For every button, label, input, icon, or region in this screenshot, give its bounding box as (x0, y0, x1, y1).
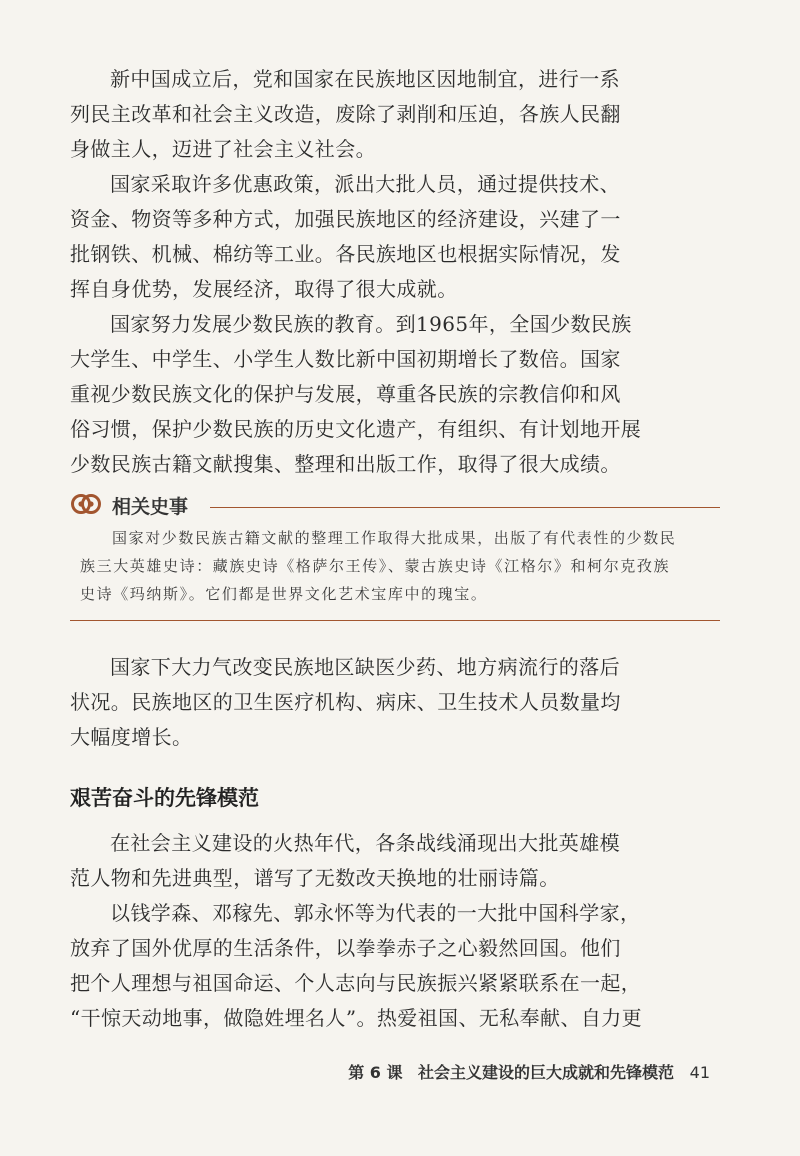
text-line: 重视少数民族文化的保护与发展，尊重各民族的宗教信仰和风 (70, 382, 621, 406)
page-number: 41 (689, 1063, 710, 1082)
callout-body (80, 524, 720, 608)
text-line: 俗习惯，保护少数民族的历史文化遗产，有组织、有计划地开展 (70, 417, 642, 441)
text-line: 状况。民族地区的卫生医疗机构、病床、卫生技术人员数量均 (70, 690, 621, 714)
related-history-callout (70, 488, 720, 603)
callout-bottom-rule (70, 620, 720, 621)
callout-line: 国家对少数民族古籍文献的整理工作取得大批成果，出版了有代表性的少数民 (112, 529, 677, 547)
text-line: 批钢铁、机械、棉纺等工业。各民族地区也根据实际情况，发 (70, 242, 621, 266)
text-line: 国家采取许多优惠政策，派出大批人员，通过提供技术、 (110, 172, 620, 196)
paragraph-heroes (70, 826, 630, 896)
paragraph-scientists (70, 896, 643, 1036)
callout-line: 族三大英雄史诗：藏族史诗《格萨尔王传》、蒙古族史诗《江格尔》和柯尔克孜族 (80, 557, 671, 575)
callout-title: 相关史事 (112, 496, 189, 518)
footer-lesson: 第 6 课 (348, 1063, 403, 1082)
text-line: 挥自身优势，发展经济，取得了很大成就。 (70, 277, 458, 301)
text-line: 资金、物资等多种方式，加强民族地区的经济建设，兴建了一 (70, 207, 621, 231)
top-paragraphs (70, 62, 642, 482)
bottom-paragraphs (70, 826, 643, 1036)
text-line: 在社会主义建设的火热年代，各条战线涌现出大批英雄模 (110, 831, 620, 855)
callout-line: 史诗《玛纳斯》。它们都是世界文化艺术宝库中的瑰宝。 (80, 585, 488, 603)
paragraph-reform (70, 62, 630, 167)
paragraph-health (70, 650, 630, 755)
page-footer (348, 1060, 710, 1083)
callout-header (70, 488, 720, 524)
text-line: 少数民族古籍文献搜集、整理和出版工作，取得了很大成绩。 (70, 452, 621, 476)
paragraph-economy (70, 167, 630, 307)
text-line: 国家努力发展少数民族的教育。到1965年，全国少数民族 (110, 312, 632, 336)
text-line: 把个人理想与祖国命运、个人志向与民族振兴紧紧联系在一起， (70, 971, 642, 995)
text-line: 国家下大力气改变民族地区缺医少药、地方病流行的落后 (110, 655, 620, 679)
text-line: 以钱学森、邓稼先、郭永怀等为代表的一大批中国科学家， (110, 901, 641, 925)
text-line: 范人物和先进典型，谱写了无数改天换地的壮丽诗篇。 (70, 866, 560, 890)
paragraph-education (70, 307, 642, 482)
text-line: 放弃了国外优厚的生活条件，以拳拳赤子之心毅然回国。他们 (70, 936, 621, 960)
callout-top-rule (210, 507, 720, 508)
text-line: 身做主人，迈进了社会主义社会。 (70, 137, 376, 161)
text-line: 新中国成立后，党和国家在民族地区因地制宜，进行一系 (110, 67, 620, 91)
text-line: 大学生、中学生、小学生人数比新中国初期增长了数倍。国家 (70, 347, 621, 371)
text-line: 大幅度增长。 (70, 725, 193, 749)
text-line: “干惊天动地事，做隐姓埋名人”。热爱祖国、无私奉献、自力更 (70, 1006, 643, 1030)
text-line: 列民主改革和社会主义改造，废除了剥削和压迫，各族人民翻 (70, 102, 621, 126)
footer-lesson-title: 社会主义建设的巨大成就和先锋模范 (418, 1063, 675, 1082)
related-history-icon (70, 488, 102, 520)
section-heading: 艰苦奋斗的先锋模范 (70, 786, 259, 810)
